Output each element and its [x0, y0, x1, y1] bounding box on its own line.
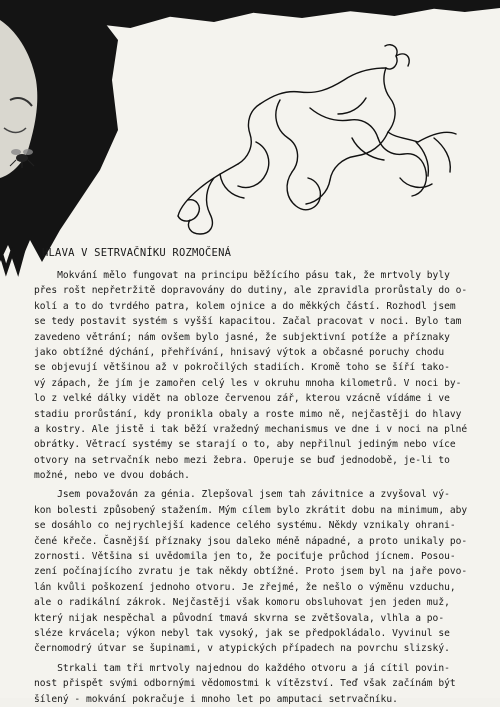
- text-line: Mokvání mělo fungovat na principu běžícího pásu tak, že mrtvoly byly: [34, 270, 450, 281]
- text-line: se dosáhlo co nejrychlejší kadence celého systému. Někdy vznikaly ohrani-: [34, 520, 456, 532]
- text-line: černomodrý útvar se šupinami, v atypických případech na povrchu slizský.: [34, 643, 450, 655]
- paragraph-3: [34, 661, 480, 707]
- text-line: lán kvůli poškození jednoho otvoru. Je zřejmé, že nešlo o výměnu vzduchu,: [34, 581, 456, 593]
- text-line: přes rošt nepřetržitě dopravovány do dutiny, ale zpravidla prorůstaly do o-: [34, 285, 468, 297]
- article-body: [34, 268, 480, 707]
- text-line: ale o radikální zákrok. Nejčastěji však komoru obsluhovat jen jeden muž,: [34, 597, 450, 609]
- text-line: se tedy postavit systém s vyšší kapacitou. Začal pracovat v noci. Bylo tam: [34, 316, 462, 328]
- text-line: Strkali tam tři mrtvoly najednou do každého otvoru a já cítil povin-: [34, 662, 450, 674]
- text-line: zavedeno větrání; nám ovšem bylo jasné, že subjektivní potíže a příznaky: [34, 331, 450, 343]
- text-line: otvory na setrvačník nebo mezi žebra. Operuje se buď jednodobě, je-li to: [34, 454, 450, 466]
- paragraph-2: [34, 487, 480, 656]
- text-line: stadiu prorůstání, kdy pronikla obaly a roste mimo ně, nejčastěji do hlavy: [34, 408, 462, 420]
- text-line: se objevují většinou až v pokročilých stadiích. Kromě toho se šíří tako-: [34, 362, 450, 374]
- paragraph-1: [34, 268, 480, 483]
- text-line: Jsem považován za génia. Zlepšoval jsem tah závitnice a zvyšoval vý-: [34, 489, 450, 501]
- text-line: šílený - mokvání pokračuje i mnoho let po amputaci setrvačníku.: [34, 693, 398, 705]
- face-collage-fragment: [0, 0, 120, 270]
- text-line: sléze krvácela; výkon nebyl tak vysoký, jak se předpokládalo. Vyvinul se: [34, 627, 450, 639]
- text-line: a kostry. Ale jistě i tak běží vražedný mechanismus ve dne i v noci na plné: [34, 423, 468, 435]
- text-line: kon bolesti způsobený stažením. Mým cílem bylo zkrátit dobu na minimum, aby: [34, 504, 468, 516]
- text-line: kolí a to do tvrdého patra, kolem ojnice a do měkkých částí. Rozhodl jsem: [34, 300, 456, 312]
- text-line: který nijak nespěchal a původní tmavá skvrna se zvětšovala, vlhla a po-: [34, 612, 445, 624]
- contorted-figure-drawing: [160, 38, 460, 238]
- text-line: nost přispět svými odbornými vědomostmi k vítězství. Teď však začínám být: [34, 678, 456, 690]
- article-heading: HLAVA V SETRVAČNÍKU ROZMOČENÁ: [42, 247, 232, 259]
- text-line: zení počínajícího zvratu je tak někdy obtížné. Proto jsem byl na jaře povo-: [34, 566, 468, 578]
- text-line: zornosti. Většina si uvědomila jen to, že pociťuje průchod jícnem. Posou-: [34, 551, 456, 563]
- text-line: lo z velké dálky vidět na obloze červenou zář, kterou vzácně vídáme i ve: [34, 393, 450, 405]
- text-line: jako obtížné dýchání, přehřívání, hnisavý výtok a občasné poruchy chodu: [34, 346, 445, 358]
- text-line: možné, nebo ve dvou dobách.: [34, 470, 190, 482]
- torn-paper-strip: [60, 0, 500, 40]
- text-line: čené křeče. Časnější příznaky jsou daleko méně nápadné, a proto unikaly po-: [34, 535, 468, 547]
- text-line: vý zápach, že jím je zamořen celý les v okruhu mnoha kilometrů. V noci by-: [34, 377, 462, 389]
- text-line: obrátky. Větrací systémy se starají o to, aby nepřilnul jediným nebo více: [34, 439, 456, 451]
